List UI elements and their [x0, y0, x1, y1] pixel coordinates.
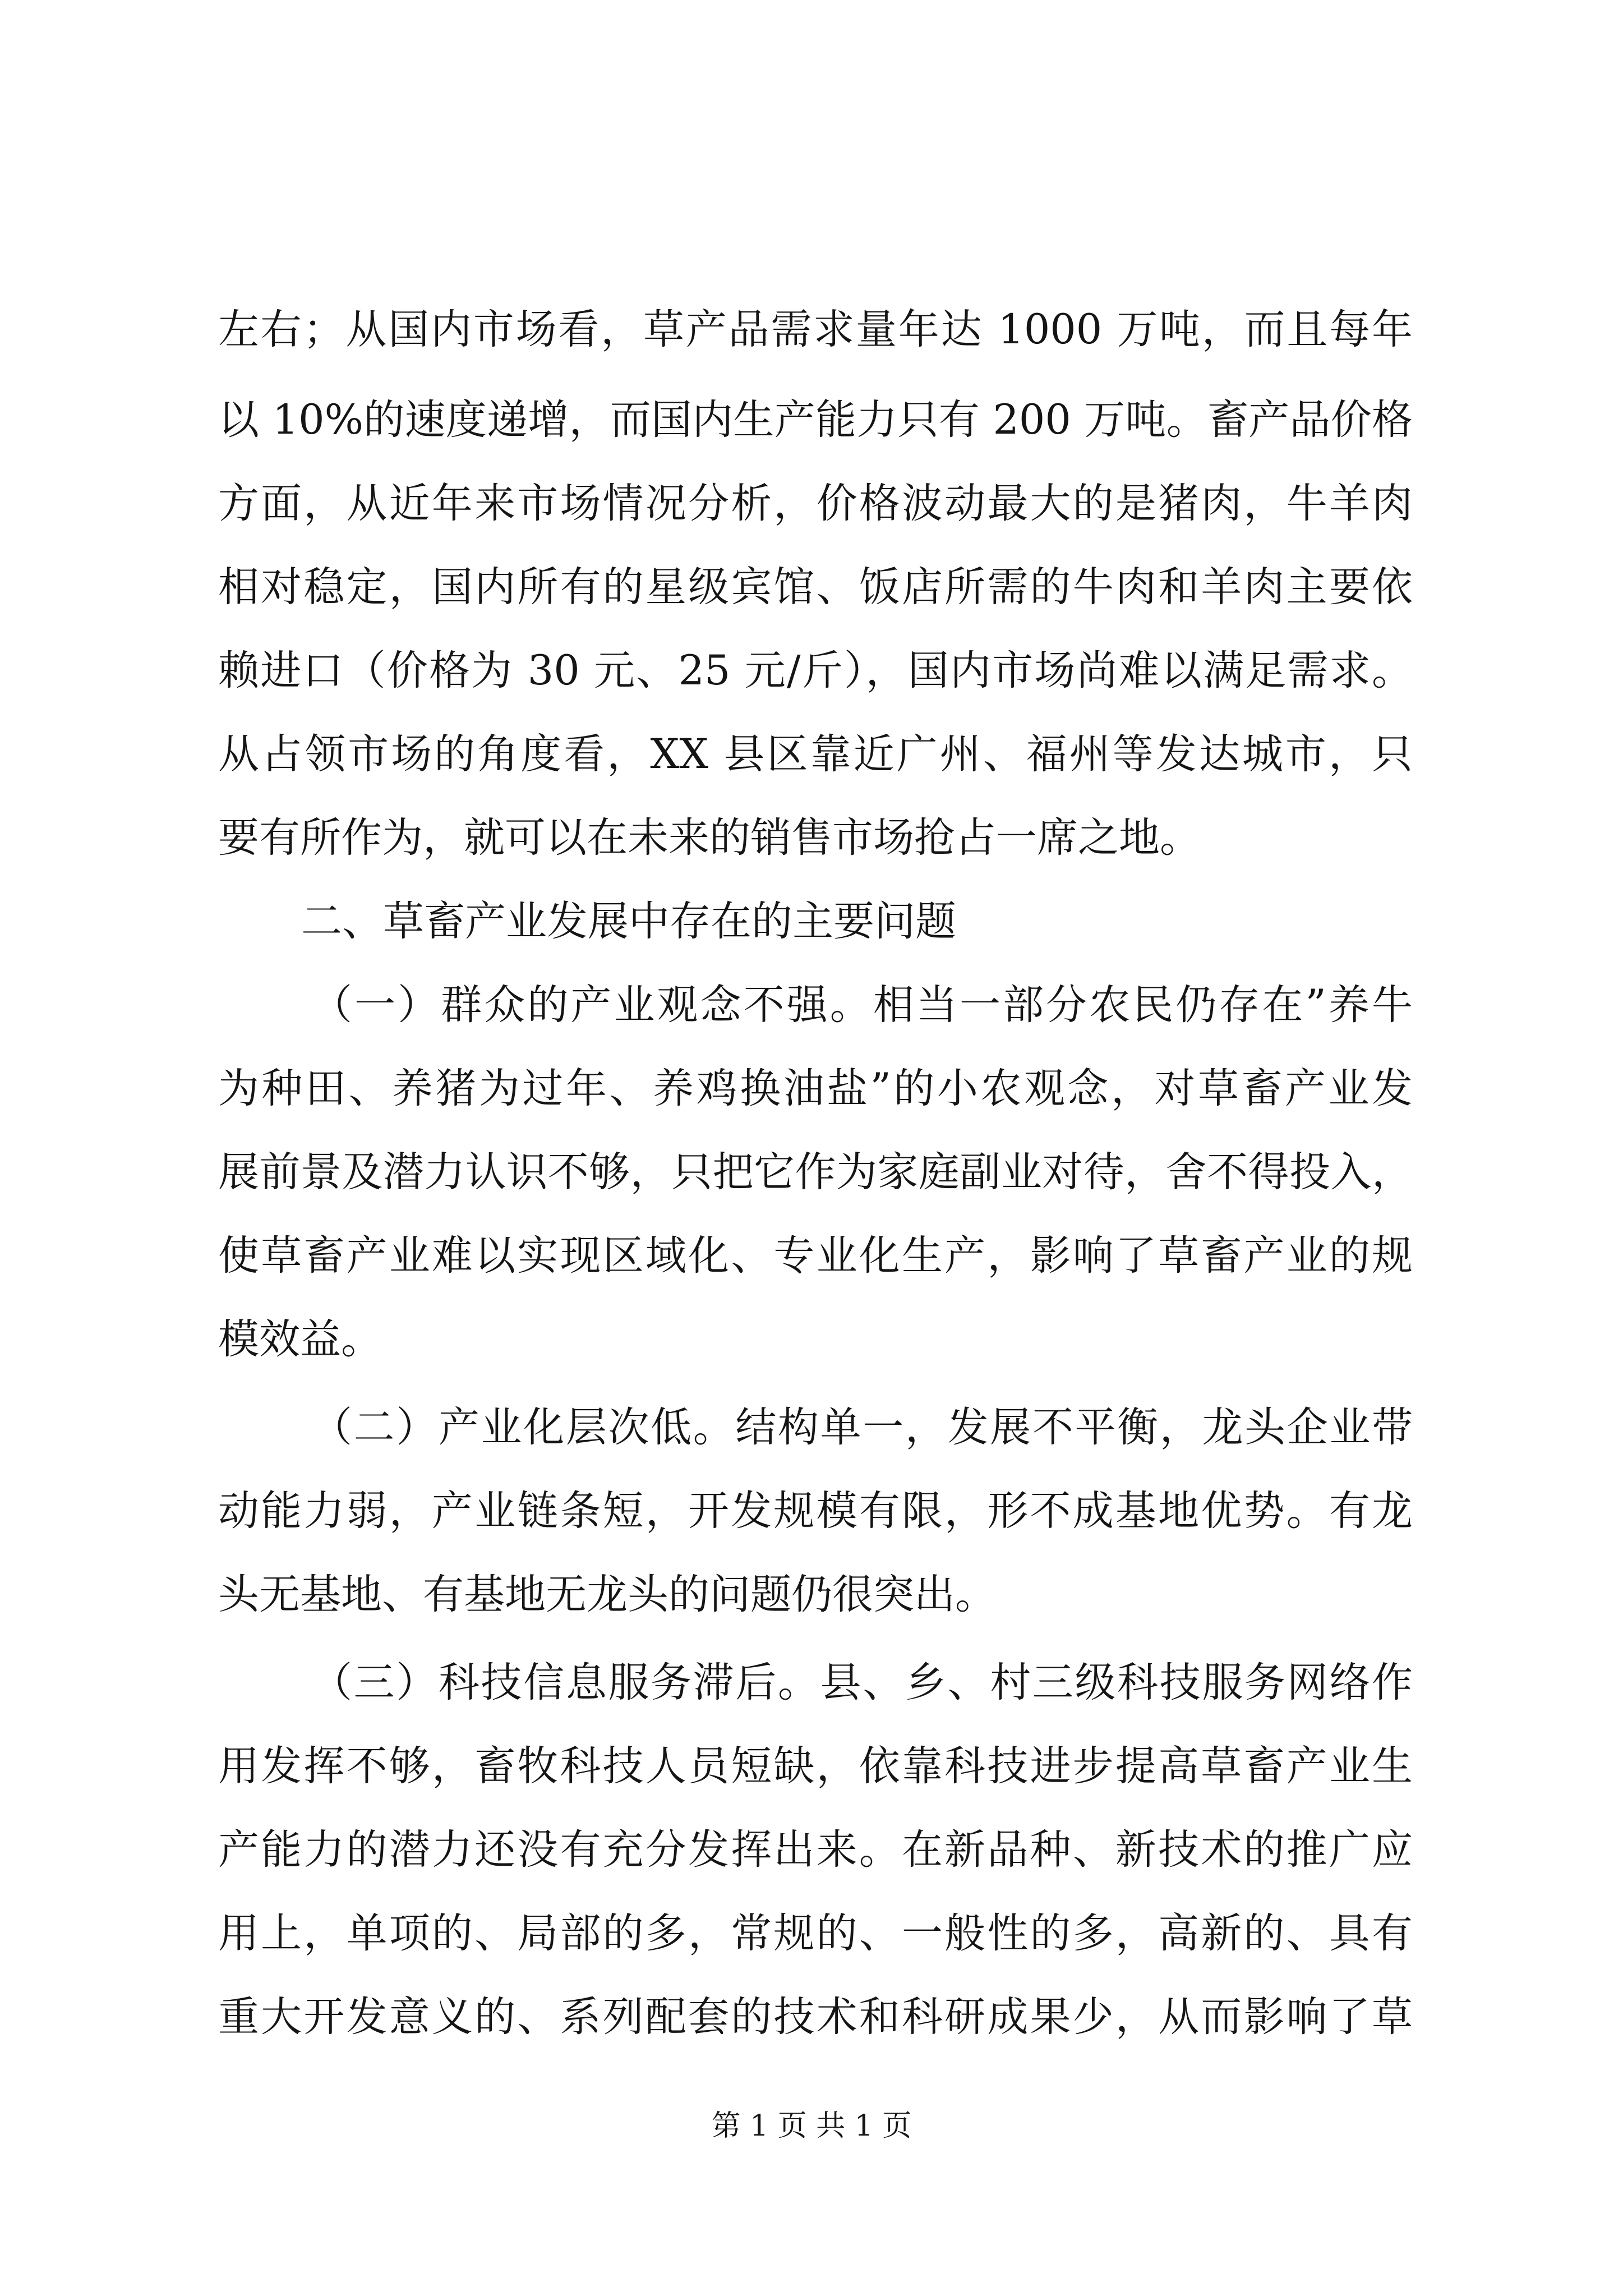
text-line: （一）群众的产业观念不强。相当一部分农民仍存在”养牛 [311, 981, 1413, 1029]
text-line: 动能力弱，产业链条短，开发规模有限，形不成基地优势。有龙 [218, 1487, 1413, 1535]
text-line: 用上，单项的、局部的多，常规的、一般性的多，高新的、具有 [218, 1910, 1413, 1957]
text-line: 以 10%的速度递增，而国内生产能力只有 200 万吨。畜产品价格 [218, 396, 1413, 444]
text-line: 为种田、养猪为过年、养鸡换油盐”的小农观念，对草畜产业发 [218, 1065, 1413, 1112]
text-line: 要有所作为，就可以在未来的销售市场抢占一席之地。 [218, 814, 1201, 862]
text-line: 头无基地、有基地无龙头的问题仍很突出。 [218, 1571, 996, 1618]
text-line: 从占领市场的角度看，XX 县区靠近广州、福州等发达城市，只 [218, 730, 1413, 778]
text-line: 展前景及潜力认识不够，只把它作为家庭副业对待，舍不得投入， [218, 1148, 1413, 1196]
text-line: 左右；从国内市场看，草产品需求量年达 1000 万吨，而且每年 [218, 306, 1413, 353]
text-line: 模效益。 [218, 1315, 382, 1363]
text-line: 重大开发意义的、系列配套的技术和科研成果少，从而影响了草 [218, 1993, 1413, 2041]
text-line: 相对稳定，国内所有的星级宾馆、饭店所需的牛肉和羊肉主要依 [218, 563, 1413, 611]
page-footer: 第 1 页 共 1 页 [711, 2109, 912, 2143]
text-line: （二）产业化层次低。结构单一，发展不平衡，龙头企业带 [311, 1404, 1413, 1451]
text-line: 使草畜产业难以实现区域化、专业化生产，影响了草畜产业的规 [218, 1232, 1413, 1280]
text-line: 赖进口（价格为 30 元、25 元/斤），国内市场尚难以满足需求。 [218, 647, 1413, 694]
text-line: 产能力的潜力还没有充分发挥出来。在新品种、新技术的推广应 [218, 1826, 1413, 1874]
text-line: 方面，从近年来市场情况分析，价格波动最大的是猪肉，牛羊肉 [218, 480, 1413, 527]
section-heading: 二、草畜产业发展中存在的主要问题 [301, 898, 956, 945]
text-line: 用发挥不够，畜牧科技人员短缺，依靠科技进步提高草畜产业生 [218, 1742, 1413, 1790]
text-line: （三）科技信息服务滞后。县、乡、村三级科技服务网络作 [311, 1659, 1413, 1706]
